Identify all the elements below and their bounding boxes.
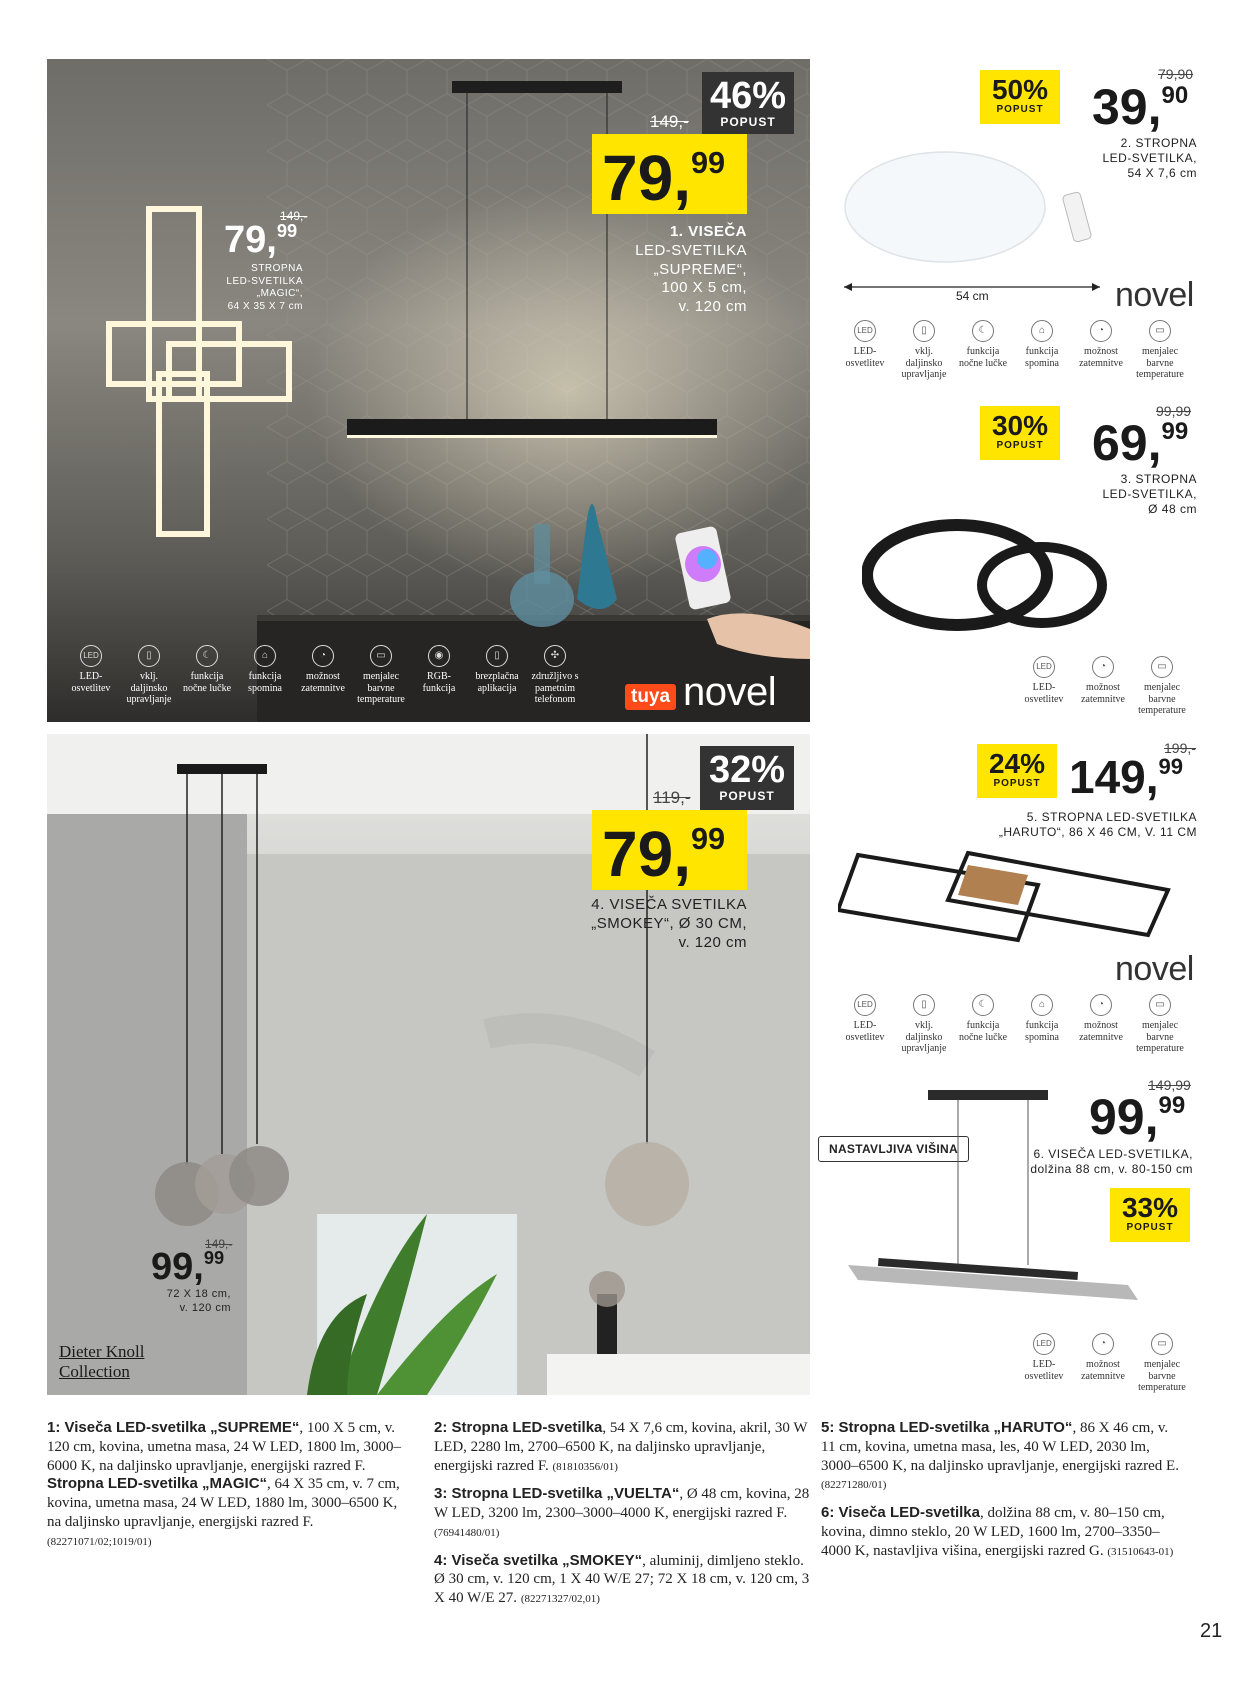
feature-rgb: ◉ RGB-funkcija (413, 645, 465, 706)
desc-offer2: 2. STROPNA LED-SVETILKA, 54 X 7,6 cm (1102, 136, 1197, 180)
feature-icons-offer3 (1018, 656, 1188, 717)
led-icon: LED (854, 994, 876, 1016)
price-magic: 79,99 (224, 219, 298, 261)
old-price-6: 149,99 (1148, 1077, 1191, 1093)
desc-smokey: 4. VISEČA SVETILKA „SMOKEY“, Ø 30 CM, v. 120 cm (591, 896, 747, 951)
feature-led: LED LED-osvetlitev (1018, 656, 1070, 717)
discount-badge-1 (702, 72, 794, 134)
feature-remote: ▯ vklj. daljinsko upravljanje (898, 994, 950, 1055)
old-price-1: 149,- (650, 112, 689, 131)
old-price-2: 79,90 (1158, 66, 1194, 82)
feature-app: ▯ brezplačna aplikacija (471, 645, 523, 706)
price-2: 39,90 (1092, 79, 1189, 135)
feature-color-temp: ▭ menjalec barvne temperature (355, 645, 407, 706)
old-price-4: 119,- (653, 788, 691, 807)
feature-night-light: ☾ funkcija nočne lučke (957, 994, 1009, 1055)
color-temp-icon: ▭ (1149, 994, 1171, 1016)
color-temp-icon: ▭ (1149, 320, 1171, 342)
color-temp-icon: ▭ (370, 645, 392, 667)
product-image-offer3 (862, 515, 1122, 635)
color-temp-icon: ▭ (1151, 656, 1173, 678)
old-price-5: 199,- (1164, 740, 1196, 756)
feature-icons-photo1 (65, 645, 581, 706)
price-5: 149,99 (1069, 751, 1184, 803)
app-icon: ▯ (486, 645, 508, 667)
feature-color-temp: ▭ menjalec barvne temperature (1136, 656, 1188, 717)
feature-memory: ⌂ funkcija spomina (239, 645, 291, 706)
discount-badge-3: 30% POPUST (980, 406, 1060, 460)
product-image-offer2 (840, 145, 1120, 305)
discount-badge-2: 50% POPUST (980, 70, 1060, 124)
discount-percent: 32% (708, 749, 786, 791)
feature-smartphone: ✣ združljivo s pametnim telefonom (529, 645, 581, 706)
discount-badge-5: 24% POPUST (977, 744, 1057, 798)
memory-icon: ⌂ (1031, 994, 1053, 1016)
feature-icons-offer2 (839, 320, 1186, 381)
dimmer-icon: ◔ (1090, 320, 1112, 342)
product-image-offer5 (838, 845, 1178, 945)
memory-icon: ⌂ (1031, 320, 1053, 342)
remote-icon: ▯ (913, 994, 935, 1016)
night-light-icon: ☾ (196, 645, 218, 667)
feature-remote: ▯ vklj. daljinsko upravljanje (898, 320, 950, 381)
price-6: 99,99 (1089, 1089, 1186, 1145)
color-temp-icon: ▭ (1151, 1333, 1173, 1355)
led-icon: LED (1033, 656, 1055, 678)
feature-dimmer: ◔ možnost zatemnitve (1075, 320, 1127, 381)
discount-badge-6: 33% POPUST (1110, 1188, 1190, 1242)
novel-logo-5: novel (1115, 950, 1194, 988)
page-number: 21 (1200, 1620, 1223, 1642)
feature-icons-offer6 (1018, 1333, 1188, 1394)
desc-offer6: 6. VISEČA LED-SVETILKA, dolžina 88 cm, v. 80-150 cm (1030, 1147, 1193, 1176)
feature-dimmer: ◔ možnost zatemnitve (1077, 656, 1129, 717)
novel-logo-2: novel (1115, 276, 1194, 314)
price-1: 79,99 (602, 142, 726, 214)
dimmer-icon: ◔ (312, 645, 334, 667)
novel-logo-1: novel (683, 670, 777, 714)
feature-led: LED LED-osvetlitev (839, 320, 891, 381)
specs-col-1: 1: Viseča LED-svetilka „SUPREME“, 100 X 5 cm, v. 120 cm, kovina, umetna masa, 24 W LED, 1800 lm, 3000–6000 K, na daljinsko upravljanje, energijski razred F. Stropna LED-svetilka „MAGIC“, 64 X 35 cm, v. 7 cm, kovina, umetna masa, 24 W LED, 1880 lm, 3000–6500 K, na daljinsko upravljanje, energijski razred F. (82271071/02;1019/01) (47, 1419, 401, 1548)
smartphone-icon: ✣ (544, 645, 566, 667)
adjustable-height-tag: NASTAVLJIVA VIŠINA (818, 1136, 969, 1162)
discount-percent: 46% (709, 75, 787, 117)
old-price-smokey3: 149,- (205, 1237, 233, 1251)
old-price-magic: 149,- (280, 209, 308, 223)
dimmer-icon: ◔ (1092, 1333, 1114, 1355)
specs-col-3: 5: Stropna LED-svetilka „HARUTO“, 86 X 46 cm, v. 11 cm, kovina, umetna masa, les, 40 W LED, 2030 lm, 3000–6500 K, na daljinsko upravljanje, energijski razred E. (82271280/01) 6: Viseča LED-svetilka, dolžina 88 cm, v. 80–150 cm, kovina, dimno steklo, 20 W LED, 1600 lm, 2700–3350–4000 K, nastavljiva višina, energijski razred G. (31510643-01) (821, 1419, 1179, 1559)
desc-supreme: 1. VISEČA LED-SVETILKA „SUPREME“, 100 X 5 cm, v. 120 cm (635, 223, 747, 315)
feature-memory: ⌂ funkcija spomina (1016, 320, 1068, 381)
desc-magic: STROPNA LED-SVETILKA „MAGIC“, 64 X 35 X 7 cm (226, 263, 303, 312)
feature-color-temp: ▭ menjalec barvne temperature (1136, 1333, 1188, 1394)
night-light-icon: ☾ (972, 320, 994, 342)
feature-led: LED LED-osvetlitev (65, 645, 117, 706)
feature-dimmer: ◔ možnost zatemnitve (1075, 994, 1127, 1055)
dimmer-icon: ◔ (1092, 656, 1114, 678)
memory-icon: ⌂ (254, 645, 276, 667)
remote-icon: ▯ (913, 320, 935, 342)
led-icon: LED (1033, 1333, 1055, 1355)
desc-offer3: 3. STROPNA LED-SVETILKA, Ø 48 cm (1102, 472, 1197, 516)
remote-icon: ▯ (138, 645, 160, 667)
price-smokey3: 99,99 (151, 1246, 225, 1288)
tuya-logo: tuya (625, 684, 676, 710)
led-icon: LED (854, 320, 876, 342)
feature-color-temp: ▭ menjalec barvne temperature (1134, 320, 1186, 381)
led-icon: LED (80, 645, 102, 667)
feature-memory: ⌂ funkcija spomina (1016, 994, 1068, 1055)
price-3: 69,99 (1092, 415, 1189, 471)
specs-col-2: 2: Stropna LED-svetilka, 54 X 7,6 cm, kovina, akril, 30 W LED, 2280 lm, 2700–6500 K, na daljinsko upravljanje, energijski razred F. (81810356/01) 3: Stropna LED-svetilka „VUELTA“, Ø 48 cm, kovina, 28 W LED, 3200 lm, 2300–3000–4000 K, energijski razred F. (76941480/01) 4: Viseča svetilka „SMOKEY“, aluminij, dimljeno steklo. Ø 30 cm, v. 120 cm, 1 X 40 W/E 27; 72 X 18 cm, v. 120 cm, 3 X 40 W/E 27. (82271327/02,01) (434, 1419, 810, 1606)
dimension-label-offer2: 54 cm (956, 289, 989, 303)
feature-remote: ▯ vklj. daljinsko upravljanje (123, 645, 175, 706)
product-image-offer6 (838, 1075, 1138, 1305)
feature-dimmer: ◔ možnost zatemnitve (1077, 1333, 1129, 1394)
dimmer-icon: ◔ (1090, 994, 1112, 1016)
feature-color-temp: ▭ menjalec barvne temperature (1134, 994, 1186, 1055)
dieter-knoll-logo: Dieter Knoll Collection (59, 1342, 145, 1382)
rgb-icon: ◉ (428, 645, 450, 667)
old-price-3: 99,99 (1156, 403, 1192, 419)
desc-offer5: 5. STROPNA LED-SVETILKA „HARUTO“, 86 X 46 CM, V. 11 CM (998, 810, 1197, 839)
feature-night-light: ☾ funkcija nočne lučke (957, 320, 1009, 381)
feature-led: LED LED-osvetlitev (1018, 1333, 1070, 1394)
feature-night-light: ☾ funkcija nočne lučke (181, 645, 233, 706)
discount-badge-4 (700, 746, 794, 810)
discount-label: POPUST (719, 789, 775, 803)
desc-smokey3: 72 X 18 cm, v. 120 cm (166, 1288, 231, 1314)
feature-led: LED LED-osvetlitev (839, 994, 891, 1055)
night-light-icon: ☾ (972, 994, 994, 1016)
discount-label: POPUST (720, 115, 776, 129)
price-4: 79,99 (602, 818, 726, 890)
feature-dimmer: ◔ možnost zatemnitve (297, 645, 349, 706)
feature-icons-offer5 (839, 994, 1186, 1055)
